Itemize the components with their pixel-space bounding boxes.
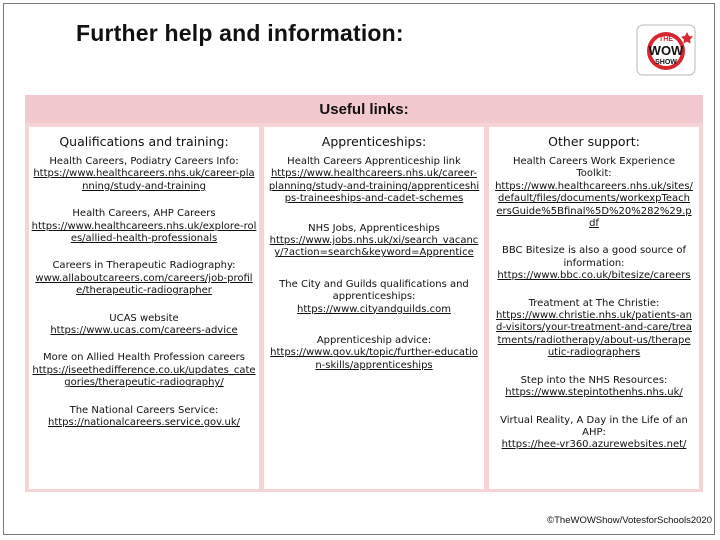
link-url[interactable]: https://www.healthcareers.nhs.uk/career-planning/study-and-training/apprenticeships-traineeships-and-cadet-schemes [268,168,480,205]
link-entry [268,223,480,260]
column-other-support [489,153,699,489]
link-title: Health Careers Apprenticeship link [287,156,461,167]
link-entry [268,279,480,316]
link-title: Virtual Reality, A Day in the Life of an AHP: [500,414,688,438]
useful-links-heading: Useful links: [319,100,409,118]
link-url[interactable]: www.allaboutcareers.com/careers/job-profile/therapeutic-radiographer [35,272,253,297]
link-url[interactable]: https://iseethedifference.co.uk/updates_categories/therapeutic-radiography/ [32,364,256,389]
link-title: Health Careers, Podiatry Careers Info: [49,156,239,167]
link-title: BBC Bitesize is also a good source of information: [501,245,686,269]
logo-text-bottom: SHOW [655,59,677,66]
link-entry [495,415,693,452]
column-heading-apprenticeships: Apprenticeships: [264,127,484,155]
link-url[interactable]: https://hee-vr360.azurewebsites.net/ [501,439,687,451]
link-entry [31,313,257,338]
link-entry [495,156,693,230]
link-url[interactable]: https://www.healthcareers.nhs.uk/explore-roles/allied-health-professionals [31,220,257,245]
link-entry [31,208,257,245]
link-url[interactable]: https://www.cityandguilds.com [297,303,451,315]
page-title: Further help and information: [76,20,404,46]
link-title: Health Careers, AHP Careers [72,208,216,220]
logo-text-mid: WOW [648,43,684,58]
link-url[interactable]: https://nationalcareers.service.gov.uk/ [48,417,240,429]
link-title: Health Careers Work Experience Toolkit: [512,156,676,180]
copyright-footer: ©TheWOWShow/VotesforSchools2020 [547,515,712,526]
link-title: The National Careers Service: [69,404,219,416]
link-title: NHS Jobs, Apprenticeships [308,222,440,234]
column-qualifications [29,153,259,489]
link-entry [31,405,257,430]
link-url[interactable]: https://www.bbc.co.uk/bitesize/careers [497,270,691,282]
column-heading-other-support: Other support: [489,127,699,155]
link-title: The City and Guilds qualifications and apprenticeships: [279,278,469,303]
link-entry [31,260,257,297]
link-url[interactable]: https://www.healthcareers.nhs.uk/sites/default/files/documents/workexpTeachersGuide%5Bfinal%5D%20%282%29.pdf [495,180,693,230]
link-title: Treatment at The Christie: [528,297,660,309]
link-url[interactable]: https://www.healthcareers.nhs.uk/career-planning/study-and-training [33,168,255,192]
link-title: Careers in Therapeutic Radiography: [52,260,236,272]
link-title: Apprenticeship advice: [316,335,432,347]
link-entry [268,156,480,206]
link-entry [495,375,693,400]
link-url[interactable]: https://www.christie.nhs.uk/patients-and-visitors/your-treatment-and-care/treatments/radiotherapy/about-us/therapeutic-radiographers [495,310,693,359]
column-apprenticeships [264,153,484,489]
link-url[interactable]: https://www.jobs.nhs.uk/xi/search_vacancy/?action=search&keyword=Apprentice [269,235,479,259]
link-url[interactable]: https://www.stepintothenhs.nhs.uk/ [505,387,683,399]
link-url[interactable]: https://www.ucas.com/careers-advice [50,325,238,337]
link-entry [495,245,693,282]
link-title: UCAS website [109,312,179,324]
logo-text-top: THE [659,36,673,43]
column-heading-qualifications: Qualifications and training: [29,127,259,155]
link-title: Step into the NHS Resources: [520,374,668,386]
link-entry [495,298,693,360]
wow-show-logo [636,24,696,76]
link-entry [31,156,257,193]
link-title: More on Allied Health Profession careers [43,352,245,364]
link-url[interactable]: https://www.gov.uk/topic/further-education-skills/apprenticeships [270,347,478,371]
useful-links-bar [25,95,703,123]
link-entry [268,335,480,372]
link-entry [31,352,257,389]
